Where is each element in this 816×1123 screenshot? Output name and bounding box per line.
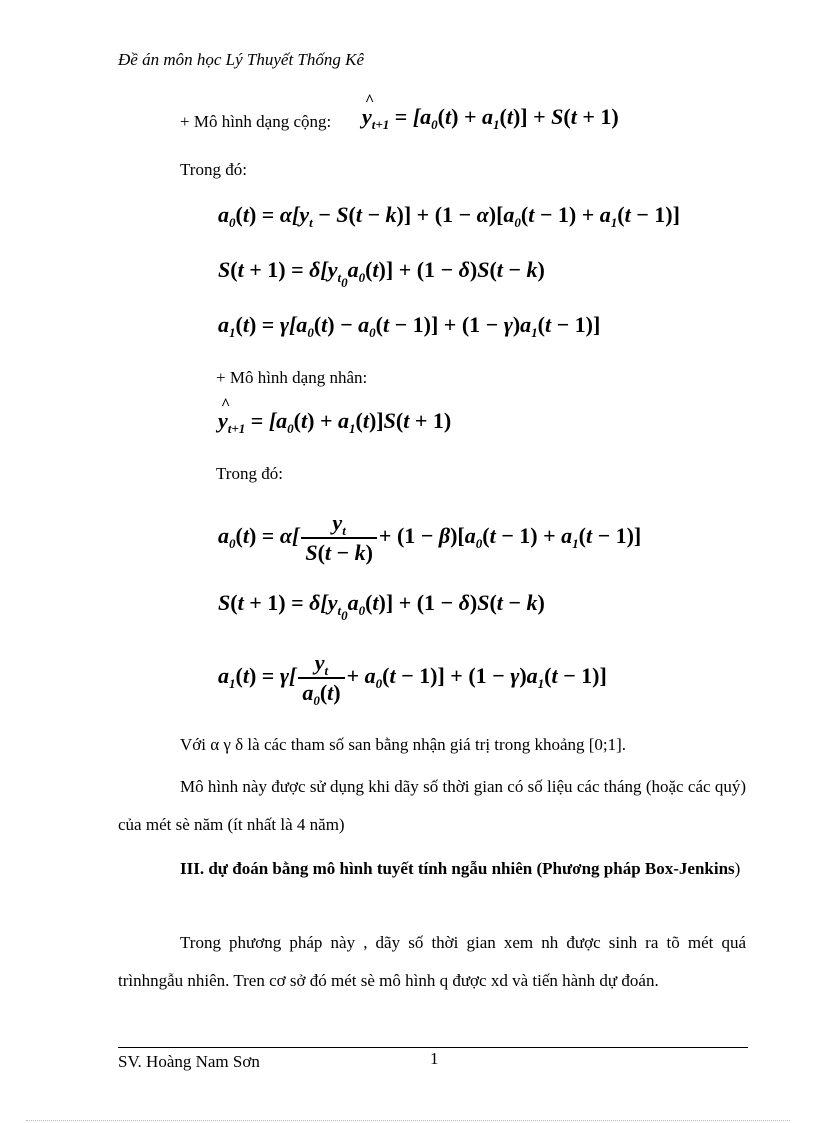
equation-additive: ^ $y_{t+1} = [a_0(t) + a_1(t)] + S(t + 1)$ xyxy=(362,104,619,130)
equation-multiplicative: ^ $y_{t+1} = [a_0(t) + a_1(t)]S(t + 1)$ xyxy=(218,408,451,434)
section-heading-method: Phương pháp Box-Jenkins xyxy=(542,859,735,878)
where-label-2: Trong đó: xyxy=(216,464,283,483)
page-header: Đề án môn học Lý Thuyết Thống Kê xyxy=(118,50,365,69)
usage-note: Mô hình này được sử dụng khi dãy số thời gian có số liệu các tháng (hoặc các quý) của mét sè năm (ít nhất là 4 năm) xyxy=(118,777,746,834)
equation-a0-additive: $a_0(t) = \alpha[y_t - S(t - k)] + (1 - \alpha)[a_0(t - 1) + a_1(t - 1)]$ xyxy=(218,202,680,230)
page-bottom-border xyxy=(26,1120,790,1121)
equation-a0-multiplicative: $a_0(t) = \alpha$[ $\frac{y_t}{S(t - k)}$ + $(1 - \beta)[a_0(t - 1) + a_1(t - 1)]$ xyxy=(218,510,642,565)
equation-s-multiplicative: $S(t + 1) = \delta[y_{t_0}a_0(t)] + (1 - \delta)S(t - k)$ xyxy=(218,590,545,623)
page-number: 1 xyxy=(430,1049,439,1068)
footer-rule xyxy=(118,1047,748,1048)
footer-author: SV. Hoàng Nam Sơn xyxy=(118,1052,260,1071)
equation-s-additive: $S(t + 1) = \delta[y_{t_0}a_0(t)] + (1 - \delta)S(t - k)$ xyxy=(218,257,545,290)
section-heading-strong: III. dự đoán bằng mô hình tuyết tính ngẫu nhiên ( xyxy=(180,859,543,878)
where-label-1: Trong đó: xyxy=(180,160,247,179)
section-heading-tail: ) xyxy=(734,859,741,878)
param-note: Với α γ δ là các tham số san bằng nhận giá trị trong khoảng [0;1]. xyxy=(180,735,627,754)
method-paragraph: Trong phương pháp này , dãy số thời gian xem nh được sinh ra tõ mét quá trìnhngẫu nhiên. Tren cơ sở đó mét sè mô hình q được xd và tiến hành dự đoán. xyxy=(118,933,746,990)
additive-model-label: + Mô hình dạng cộng: xyxy=(180,112,332,131)
section-heading xyxy=(118,850,746,888)
multiplicative-model-label: + Mô hình dạng nhân: xyxy=(216,368,368,387)
equation-a1-multiplicative: $a_1(t) = \gamma$[ $\frac{y_t}{a_0(t)}$ + $a_0(t - 1)] + (1 - \gamma)a_1(t - 1)$] xyxy=(218,650,607,708)
equation-a1-additive: $a_1(t) = \gamma[a_0(t) - a_0(t - 1)] + (1 - \gamma)a_1(t - 1)$] xyxy=(218,312,601,340)
